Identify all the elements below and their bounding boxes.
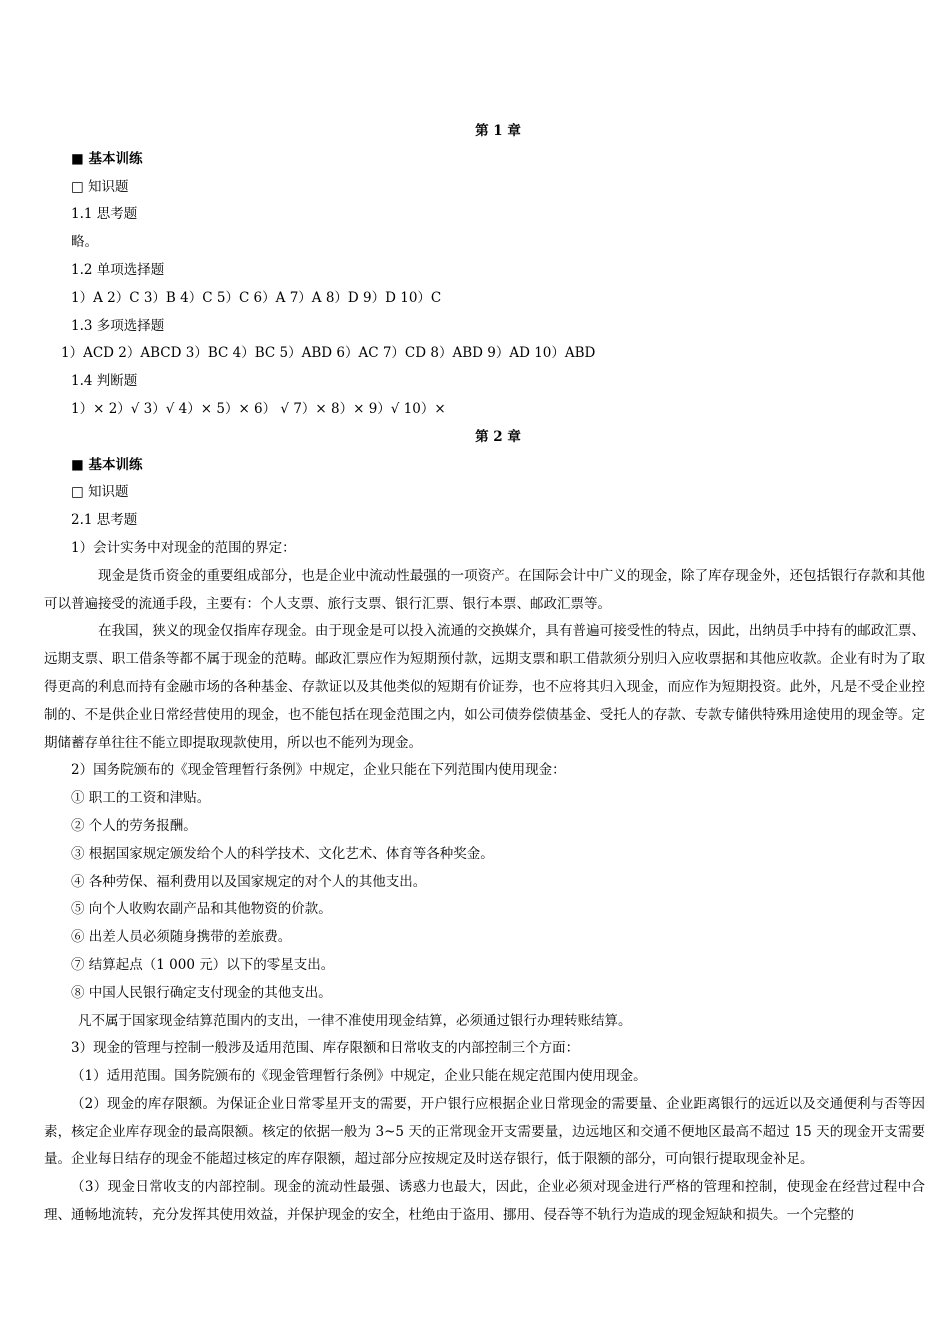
paragraph-text: 在我国，狭义的现金仅指库存现金。由于现金是可以投入流通的交换媒介，具有普遍可接受性的特点，因此，出纳员手中持有的邮政汇票、远期支票、职工借条等都不属于现金的范畴。邮政汇票应作为短期预付款，远期支票和职工借款须分别归入应收票据和其他应收款。企业有时为了取得更高的利息而持有金融市场的各种基金、存款证以及其他类似的短期有价证券，也不应将其归入现金，而应作为短期投资。此外，凡是不受企业控制的、不是供企业日常经营使用的现金，也不能包括在现金范围之内，如公司债券偿债基金、受托人的存款、专款专储供特殊用途使用的现金等。定期储蓄存单往往不能立即提取现款使用，所以也不能列为现金。 [44,623,925,751]
paragraph-text: 现金是货币资金的重要组成部分，也是企业中流动性最强的一项资产。在国际会计中广义的现金，除了库存现金外，还包括银行存款和其他可以普遍接受的流通手段，主要有：个人支票、旅行支票、银行汇票、银行本票、邮政汇票等。 [44,567,925,612]
question-1: 1）会计实务中对现金的范围的界定： [71,539,296,556]
paragraph-narrow-cash [44,618,925,757]
section-2-1-title: 2.1 思考题 [71,512,138,529]
list-item: ④ 各种劳保、福利费用以及国家规定的对个人的其他支出。 [71,873,427,890]
list-item: ③ 根据国家规定颁发给个人的科学技术、文化艺术、体育等各种奖金。 [71,845,494,862]
list-item: ⑦ 结算起点（1 000 元）以下的零星支出。 [71,956,335,973]
knowledge-label: □ 知识题 [71,178,129,195]
list-item: ① 职工的工资和津贴。 [71,790,211,807]
section-1-4-answers: 1）× 2）√ 3）√ 4）× 5）× 6） √ 7）× 8）× 9）√ 10）× [71,400,446,417]
document-content [44,118,925,1230]
question-3: 3）现金的管理与控制一般涉及适用范围、库存限额和日常收支的内部控制三个方面： [71,1040,580,1057]
list-item: ⑤ 向个人收购农副产品和其他物资的价款。 [71,901,332,918]
list-item: ⑧ 中国人民银行确定支付现金的其他支出。 [71,984,332,1001]
chapter-2-heading: 第 2 章 [475,428,521,445]
knowledge-label: □ 知识题 [71,484,129,501]
section-1-4-title: 1.4 判断题 [71,373,138,390]
basic-training-label: ■ 基本训练 [71,150,143,167]
section-1-1-title: 1.1 思考题 [71,206,138,223]
control-scope: （1）适用范围。国务院颁布的《现金管理暂行条例》中规定，企业只能在规定范围内使用现金。 [71,1068,647,1085]
paragraph-internal-control [44,1174,925,1230]
transfer-note: 凡不属于国家现金结算范围内的支出，一律不准使用现金结算，必须通过银行办理转账结算。 [78,1012,632,1029]
paragraph-text: （3）现金日常收支的内部控制。现金的流动性最强、诱惑力也最大，因此，企业必须对现金进行严格的管理和控制，使现金在经营过程中合理、通畅地流转，充分发挥其使用效益，并保护现金的安全，杜绝由于盗用、挪用、侵吞等不轨行为造成的现金短缺和损失。一个完整的 [44,1179,925,1224]
paragraph-cash-limit [44,1091,925,1174]
section-1-3-answers: 1）ACD 2）ABCD 3）BC 4）BC 5）ABD 6）AC 7）CD 8）ABD 9）AD 10）ABD [61,345,596,362]
question-2: 2）国务院颁布的《现金管理暂行条例》中规定，企业只能在下列范围内使用现金： [71,762,566,779]
section-1-3-title: 1.3 多项选择题 [71,317,165,334]
paragraph-cash-definition [44,563,925,619]
section-1-1-answer: 略。 [71,234,98,251]
list-item: ⑥ 出差人员必须随身携带的差旅费。 [71,929,292,946]
list-item: ② 个人的劳务报酬。 [71,817,197,834]
chapter-1-heading: 第 1 章 [475,123,521,139]
paragraph-text: （2）现金的库存限额。为保证企业日常零星开支的需要，开户银行应根据企业日常现金的需要量、企业距离银行的远近以及交通便利与否等因素，核定企业库存现金的最高限额。核定的依据一般为 3~5 天的正常现金开支需要量，边远地区和交通不便地区最高不超过 15 天的现金开支需要量。企业每日结存的现金不能超过核定的库存限额，超过部分应按规定及时送存银行，低于限额的部分，可向银行提取现金补足。 [44,1095,925,1168]
section-1-2-title: 1.2 单项选择题 [71,261,165,278]
basic-training-label: ■ 基本训练 [71,456,143,473]
section-1-2-answers: 1）A 2）C 3）B 4）C 5）C 6）A 7）A 8）D 9）D 10）C [71,289,442,306]
